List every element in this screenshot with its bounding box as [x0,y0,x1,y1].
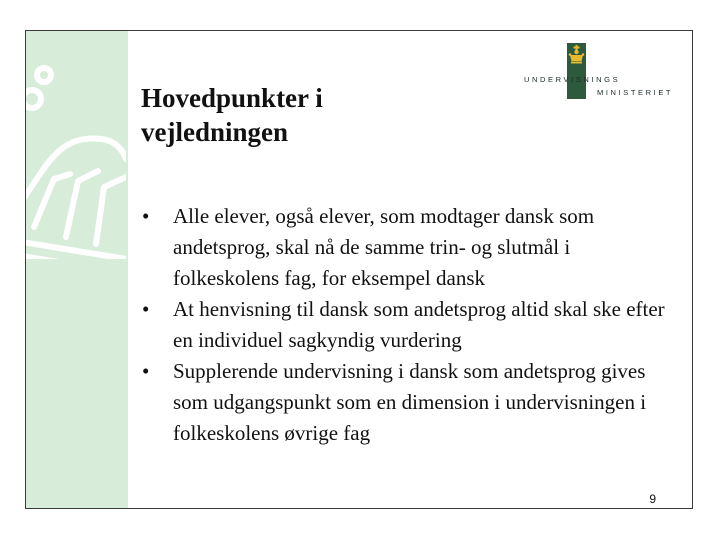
ministry-logo [524,43,684,103]
slide-title: Hovedpunkter i vejledningen [141,83,323,147]
bullet-marker: • [142,359,150,383]
bullet-text: Supplerende undervisning i dansk som andetsprog gives som udgangspunkt som en dimension i undervisningen i folkeskolens øvrige fag [173,359,647,445]
bullet-marker: • [142,204,150,228]
side-band [26,31,128,508]
crown-watermark-icon [26,59,126,259]
crown-icon [567,43,586,99]
bullet-list [142,201,672,449]
bullet-item [142,294,672,356]
logo-text-line1: UNDERVISNINGS [524,75,621,84]
bullet-marker: • [142,297,150,321]
logo-text-line2: MINISTERIET [597,88,674,97]
bullet-text: Alle elever, også elever, som modtager dansk som andetsprog, skal nå de samme trin- og slutmål i folkeskolens fag, for eksempel dansk [173,204,595,290]
page-number: 9 [649,492,656,506]
slide [25,30,693,509]
bullet-text: At henvisning til dansk som andetsprog altid skal ske efter en individuel sagkyndig vurdering [173,297,665,352]
bullet-item [142,201,672,294]
bullet-item [142,356,672,449]
